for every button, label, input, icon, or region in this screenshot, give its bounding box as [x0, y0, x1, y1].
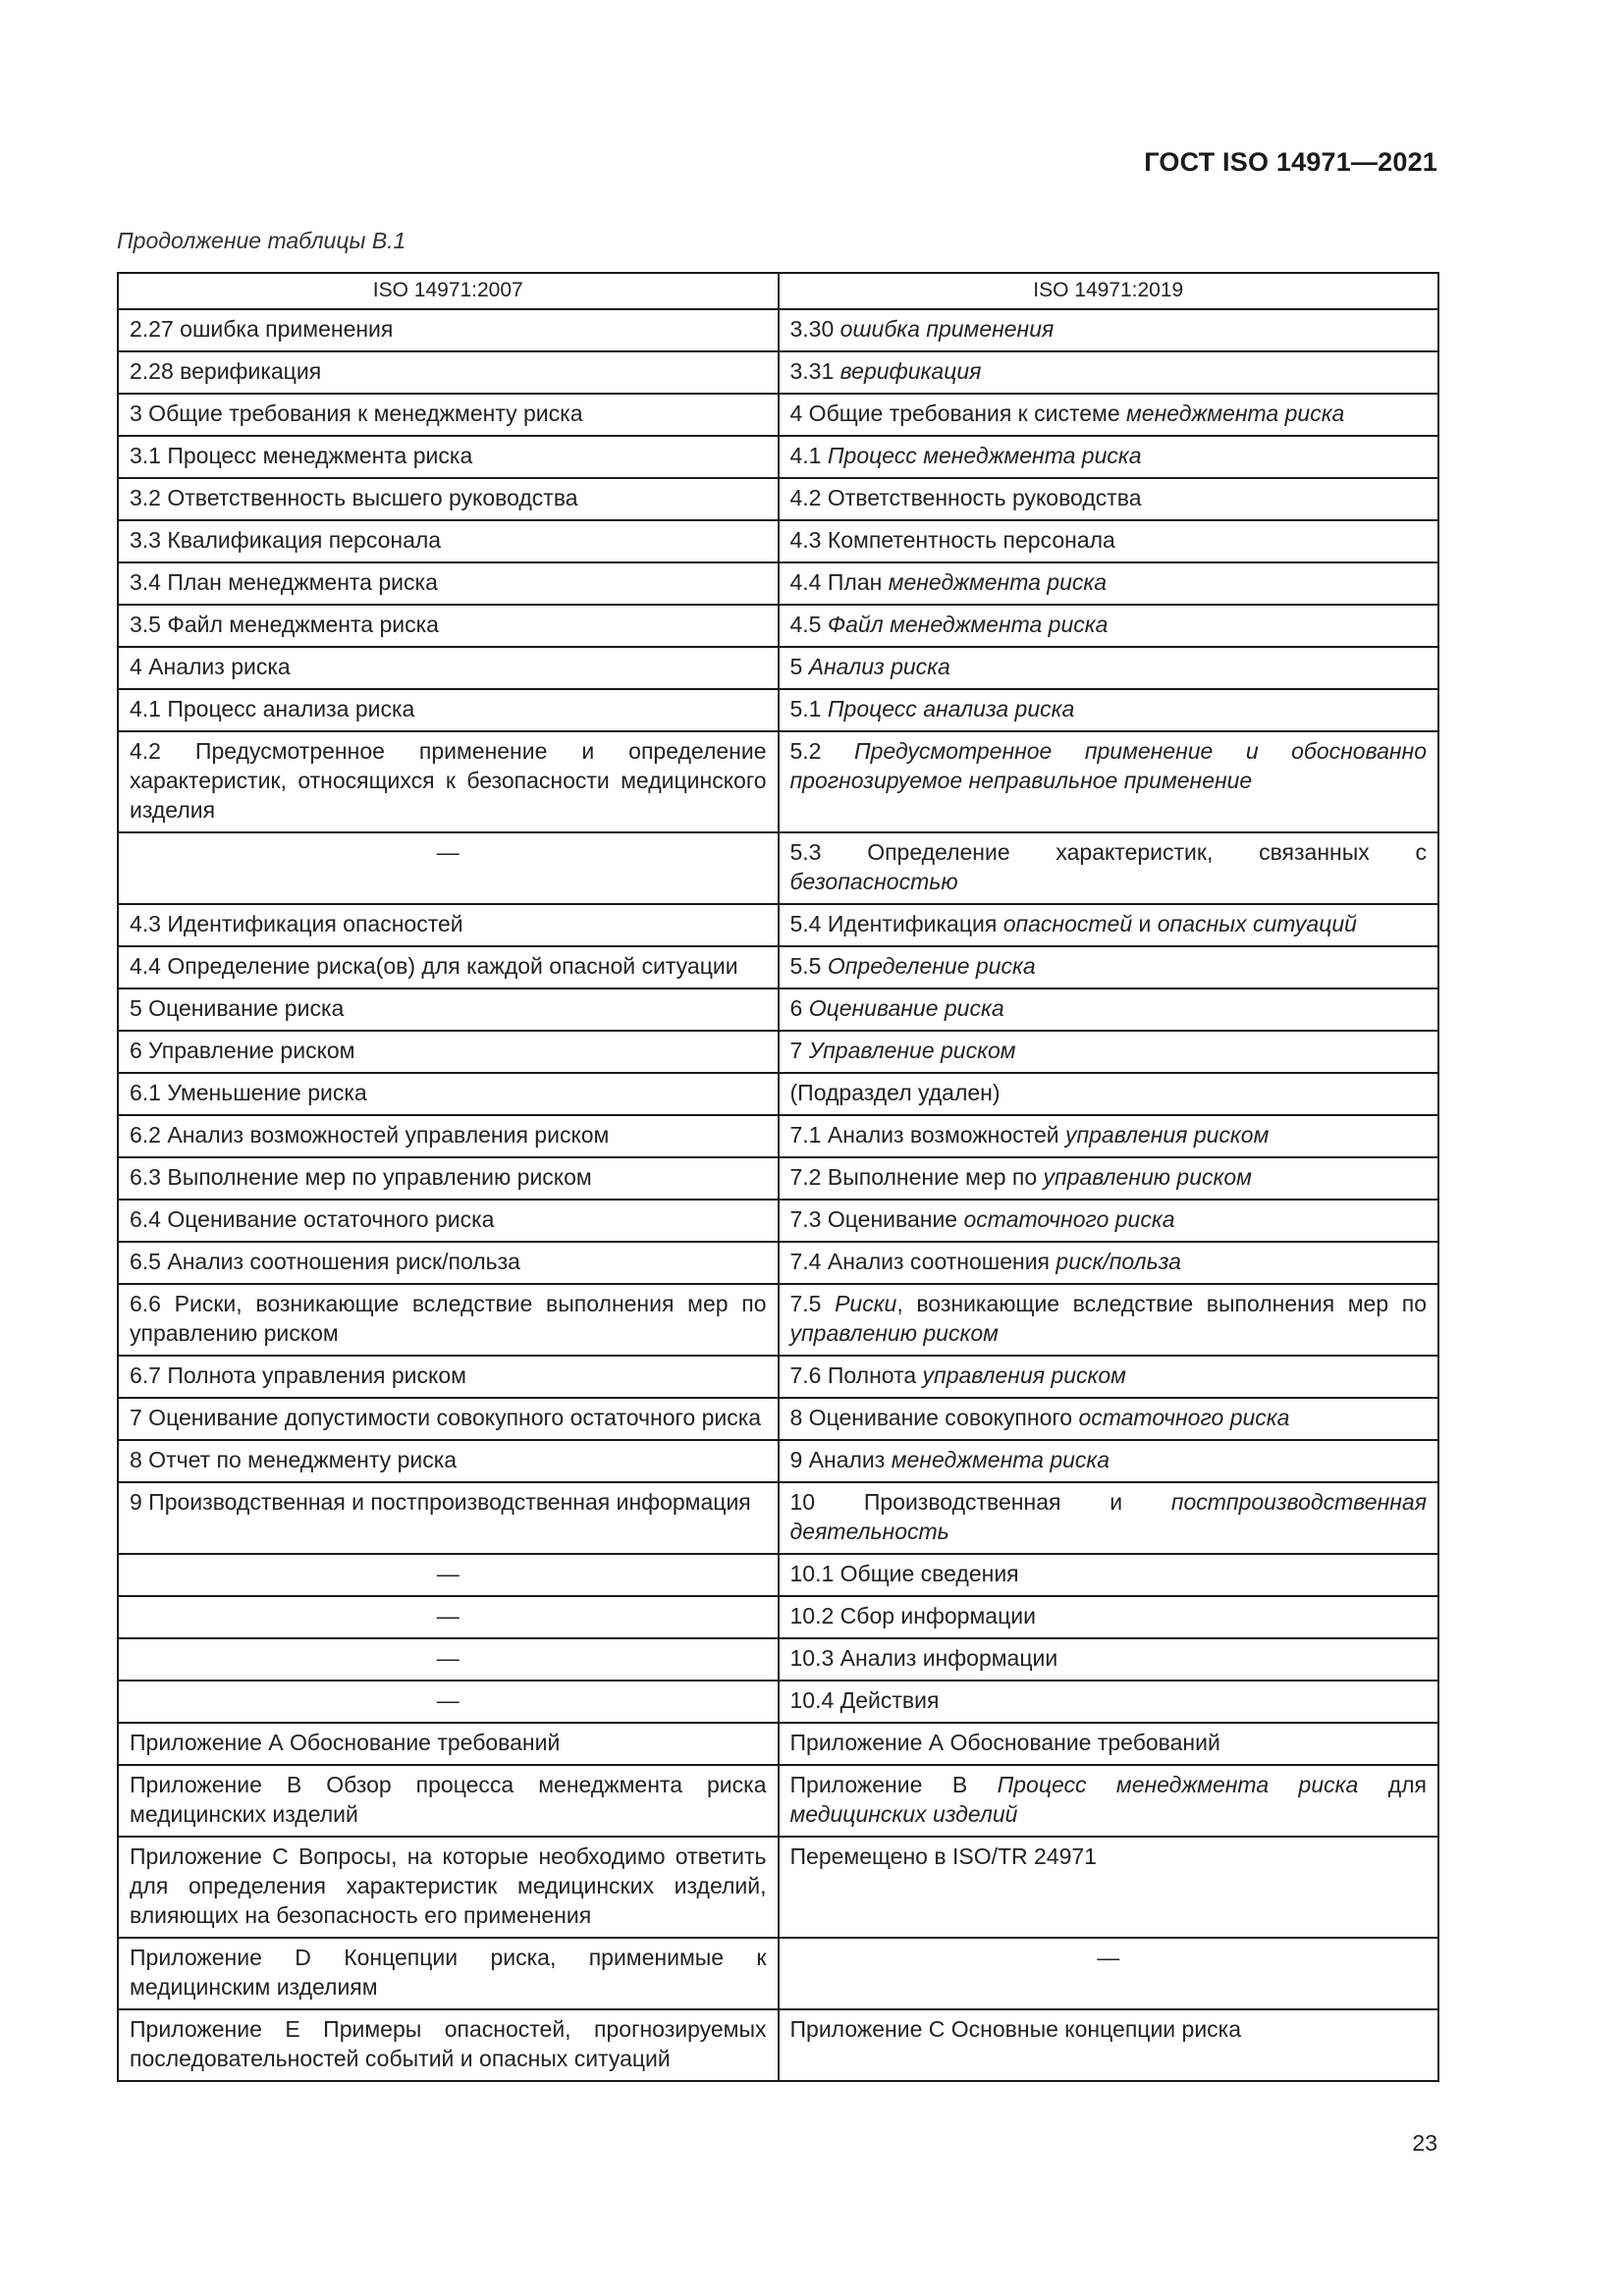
cell-iso-2019	[779, 1073, 1439, 1115]
cell-text: 5.1	[789, 696, 828, 721]
cell-text: 6.5 Анализ соотношения риск/польза	[130, 1249, 520, 1274]
cell-text: Приложение С Основные концепции риска	[789, 2016, 1242, 2042]
cell-text: 5.5	[789, 953, 828, 979]
cell-iso-2007	[118, 605, 779, 647]
cell-text: 10.2 Сбор информации	[789, 1603, 1036, 1629]
table-body	[118, 309, 1438, 2081]
cell-text: 8 Оценивание совокупного	[789, 1405, 1079, 1430]
cell-text: 7.1 Анализ возможностей	[789, 1122, 1065, 1148]
table-row	[118, 1157, 1438, 1200]
italic-term: Предусмотренное применение и обоснованно прогнозируемое неправильное применение	[789, 738, 1427, 793]
table-row	[118, 1482, 1438, 1554]
table-row	[118, 689, 1438, 731]
column-header-2007: ISO 14971:2007	[118, 273, 779, 309]
cell-iso-2019	[779, 1398, 1439, 1440]
italic-term: управления риском	[922, 1362, 1126, 1388]
table-row	[118, 988, 1438, 1031]
cell-text: 3 Общие требования к менеджменту риска	[130, 400, 583, 426]
cell-iso-2007	[118, 309, 779, 351]
cell-iso-2019	[779, 988, 1439, 1031]
cell-iso-2019	[779, 1681, 1439, 1723]
cell-iso-2019	[779, 1157, 1439, 1200]
cell-text: Приложение В	[789, 1772, 998, 1797]
cell-iso-2019	[779, 647, 1439, 689]
italic-term: управлению риском	[1043, 1164, 1252, 1190]
table-row	[118, 1031, 1438, 1073]
italic-term: Управление риском	[808, 1038, 1016, 1063]
cell-iso-2019	[779, 1938, 1439, 2009]
cell-iso-2007	[118, 1073, 779, 1115]
cell-text: 5	[789, 654, 809, 679]
cell-iso-2019	[779, 1765, 1439, 1837]
cell-text: 6.4 Оценивание остаточного риска	[130, 1206, 495, 1232]
table-row	[118, 1596, 1438, 1638]
cell-text: 3.4 План менеджмента риска	[130, 569, 438, 595]
cell-iso-2019	[779, 946, 1439, 988]
cell-text: для	[1358, 1772, 1427, 1797]
cell-text: 5 Оценивание риска	[130, 995, 345, 1021]
cell-text: 4.2 Ответственность руководства	[789, 485, 1142, 510]
cell-iso-2019	[779, 1596, 1439, 1638]
table-row	[118, 1200, 1438, 1242]
cell-iso-2007	[118, 1200, 779, 1242]
cell-text: 5.3 Определение характеристик, связанных с	[789, 839, 1427, 865]
cell-text: 4.2 Предусмотренное применение и определение характеристик, относящихся к безопасности медицинского изделия	[130, 738, 767, 823]
cell-iso-2019	[779, 309, 1439, 351]
italic-term: Оценивание риска	[808, 995, 1004, 1021]
cell-text: 5.4 Идентификация	[789, 911, 1003, 936]
cell-iso-2007	[118, 394, 779, 436]
cell-text: Приложение С Вопросы, на которые необходимо ответить для определения характеристик медицинских изделий, влияющих на безопасность его применения	[130, 1843, 767, 1928]
cell-text: 4.4 План	[789, 569, 889, 595]
cell-iso-2007	[118, 1031, 779, 1073]
comparison-table	[117, 272, 1439, 2082]
cell-text: —	[436, 1687, 460, 1713]
table-row	[118, 605, 1438, 647]
cell-iso-2007	[118, 1938, 779, 2009]
cell-text: 7	[789, 1038, 809, 1063]
cell-iso-2007	[118, 1596, 779, 1638]
cell-iso-2007	[118, 1157, 779, 1200]
italic-term: остаточного риска	[963, 1206, 1175, 1232]
table-header-row	[118, 273, 1438, 309]
cell-text: 6.7 Полнота управления риском	[130, 1362, 466, 1388]
column-header-2019: ISO 14971:2019	[779, 273, 1439, 309]
cell-text: Приложение Е Примеры опасностей, прогнозируемых последовательностей событий и опасных ситуаций	[130, 2016, 767, 2071]
cell-iso-2019	[779, 351, 1439, 394]
cell-text: 10.4 Действия	[789, 1687, 940, 1713]
cell-text: —	[436, 1645, 460, 1671]
cell-iso-2019	[779, 520, 1439, 562]
cell-iso-2019	[779, 1284, 1439, 1356]
cell-text: 6 Управление риском	[130, 1038, 355, 1063]
cell-text: 3.3 Квалификация персонала	[130, 527, 442, 553]
cell-text: 6	[789, 995, 809, 1021]
cell-text: 7.5	[789, 1291, 836, 1316]
italic-term: менеджмента риска	[891, 1447, 1110, 1472]
table-row	[118, 478, 1438, 520]
cell-text: 7.2 Выполнение мер по	[789, 1164, 1044, 1190]
cell-iso-2019	[779, 1554, 1439, 1596]
cell-iso-2007	[118, 689, 779, 731]
cell-iso-2007	[118, 1638, 779, 1681]
cell-text: 3.2 Ответственность высшего руководства	[130, 485, 578, 510]
table-row	[118, 647, 1438, 689]
cell-text: 10 Производственная и	[789, 1489, 1171, 1515]
italic-term: Риски	[835, 1291, 897, 1316]
table-row	[118, 1398, 1438, 1440]
table-row	[118, 1723, 1438, 1765]
cell-iso-2007	[118, 1681, 779, 1723]
italic-term: ошибка применения	[839, 316, 1055, 342]
cell-text: (Подраздел удален)	[789, 1080, 1001, 1105]
cell-iso-2019	[779, 1031, 1439, 1073]
cell-iso-2019	[779, 689, 1439, 731]
cell-text: 7 Оценивание допустимости совокупного остаточного риска	[130, 1405, 762, 1430]
cell-iso-2019	[779, 1356, 1439, 1398]
cell-text: —	[436, 1603, 460, 1629]
table-row	[118, 562, 1438, 605]
italic-term: верификация	[839, 358, 982, 384]
cell-iso-2019	[779, 394, 1439, 436]
cell-text: 10.3 Анализ информации	[789, 1645, 1058, 1671]
italic-term: опасностей	[1002, 911, 1133, 936]
cell-text: 4.4 Определение риска(ов) для каждой опасной ситуации	[130, 953, 738, 979]
cell-iso-2019	[779, 1837, 1439, 1938]
cell-iso-2007	[118, 647, 779, 689]
cell-iso-2007	[118, 2009, 779, 2081]
cell-iso-2007	[118, 1398, 779, 1440]
cell-text: 6.6 Риски, возникающие вследствие выполнения мер по управлению риском	[130, 1291, 767, 1346]
table-row	[118, 1284, 1438, 1356]
table-row	[118, 2009, 1438, 2081]
cell-iso-2007	[118, 1482, 779, 1554]
table-row	[118, 1681, 1438, 1723]
cell-iso-2007	[118, 731, 779, 832]
italic-term: Файл менеджмента риска	[827, 612, 1109, 637]
cell-text: 2.28 верификация	[130, 358, 322, 384]
cell-text: 10.1 Общие сведения	[789, 1561, 1019, 1586]
cell-text: 4 Анализ риска	[130, 654, 291, 679]
cell-text: 4.5	[789, 612, 828, 637]
cell-text: 3.1 Процесс менеджмента риска	[130, 443, 473, 468]
cell-text: 6.1 Уменьшение риска	[130, 1080, 367, 1105]
cell-text: 7.3 Оценивание	[789, 1206, 964, 1232]
cell-iso-2019	[779, 1638, 1439, 1681]
cell-iso-2019	[779, 904, 1439, 946]
table-row	[118, 1837, 1438, 1938]
table-row	[118, 520, 1438, 562]
cell-iso-2007	[118, 1242, 779, 1284]
table-row	[118, 309, 1438, 351]
table-row	[118, 946, 1438, 988]
cell-iso-2019	[779, 2009, 1439, 2081]
cell-iso-2007	[118, 904, 779, 946]
document-code: ГОСТ ISO 14971—2021	[1144, 147, 1437, 177]
table-row	[118, 731, 1438, 832]
cell-iso-2019	[779, 562, 1439, 605]
cell-iso-2019	[779, 478, 1439, 520]
italic-term: управлению риском	[789, 1320, 999, 1346]
cell-text: 9 Производственная и постпроизводственная информация	[130, 1489, 751, 1515]
cell-iso-2007	[118, 1723, 779, 1765]
italic-term: постпроизводственная деятельность	[789, 1489, 1427, 1544]
cell-iso-2007	[118, 1440, 779, 1482]
italic-term: Анализ риска	[808, 654, 950, 679]
cell-text: 5.2	[789, 738, 854, 764]
cell-iso-2007	[118, 1284, 779, 1356]
cell-text: 8 Отчет по менеджменту риска	[130, 1447, 458, 1472]
cell-iso-2007	[118, 478, 779, 520]
cell-text: 4.1 Процесс анализа риска	[130, 696, 415, 721]
table-row	[118, 1242, 1438, 1284]
table-row	[118, 1554, 1438, 1596]
italic-term: риск/польза	[1056, 1249, 1181, 1274]
cell-iso-2019	[779, 1200, 1439, 1242]
cell-text: —	[436, 839, 460, 865]
cell-iso-2007	[118, 1837, 779, 1938]
cell-iso-2007	[118, 1356, 779, 1398]
table-row	[118, 394, 1438, 436]
italic-term: управления риском	[1064, 1122, 1270, 1148]
cell-text: Приложение В Обзор процесса менеджмента риска медицинских изделий	[130, 1772, 767, 1827]
cell-text: 3.5 Файл менеджмента риска	[130, 612, 439, 637]
cell-iso-2007	[118, 832, 779, 904]
cell-text: 4 Общие требования к системе	[789, 400, 1127, 426]
table-row	[118, 832, 1438, 904]
cell-iso-2019	[779, 1723, 1439, 1765]
cell-text: Перемещено в ISO/TR 24971	[789, 1843, 1097, 1869]
cell-text: , возникающие вследствие выполнения мер по	[896, 1291, 1427, 1316]
table-row	[118, 1638, 1438, 1681]
page-number: 23	[1412, 2130, 1437, 2156]
table-row	[118, 1765, 1438, 1837]
cell-iso-2019	[779, 1482, 1439, 1554]
cell-text: 4.3 Компетентность персонала	[789, 527, 1115, 553]
italic-term: Процесс анализа риска	[827, 696, 1075, 721]
table-row	[118, 1440, 1438, 1482]
table-row	[118, 904, 1438, 946]
cell-text: и	[1132, 911, 1158, 936]
italic-term: безопасностью	[789, 869, 958, 894]
cell-text: 3.31	[789, 358, 840, 384]
cell-iso-2019	[779, 731, 1439, 832]
cell-iso-2007	[118, 1765, 779, 1837]
table-row	[118, 1073, 1438, 1115]
cell-iso-2019	[779, 436, 1439, 478]
cell-text: 4.1	[789, 443, 828, 468]
cell-iso-2019	[779, 832, 1439, 904]
cell-text: 4.3 Идентификация опасностей	[130, 911, 463, 936]
cell-iso-2007	[118, 436, 779, 478]
cell-text: 3.30	[789, 316, 840, 342]
cell-text: 7.4 Анализ соотношения	[789, 1249, 1056, 1274]
cell-iso-2007	[118, 520, 779, 562]
table-row	[118, 1356, 1438, 1398]
table-row	[118, 436, 1438, 478]
cell-text: —	[1097, 1945, 1120, 1970]
table-row	[118, 1115, 1438, 1157]
italic-term: остаточного риска	[1078, 1405, 1290, 1430]
cell-text: 6.2 Анализ возможностей управления риском	[130, 1122, 610, 1148]
cell-iso-2007	[118, 1554, 779, 1596]
cell-iso-2007	[118, 946, 779, 988]
cell-iso-2019	[779, 605, 1439, 647]
cell-text: 7.6 Полнота	[789, 1362, 923, 1388]
table-caption: Продолжение таблицы В.1	[117, 228, 406, 253]
table-row	[118, 351, 1438, 394]
cell-iso-2019	[779, 1440, 1439, 1482]
italic-term: менеджмента риска	[1126, 400, 1345, 426]
cell-text: —	[436, 1561, 460, 1586]
italic-term: Процесс менеджмента риска	[827, 443, 1142, 468]
cell-text: Приложение D Концепции риска, применимые к медицинским изделиям	[130, 1945, 767, 2000]
cell-iso-2007	[118, 562, 779, 605]
italic-term: медицинских изделий	[789, 1801, 1018, 1827]
cell-text: Приложение А Обоснование требований	[130, 1730, 561, 1755]
italic-term: Процесс менеджмента риска	[997, 1772, 1359, 1797]
cell-text: 6.3 Выполнение мер по управлению риском	[130, 1164, 592, 1190]
cell-text: Приложение А Обоснование требований	[789, 1730, 1220, 1755]
table-row	[118, 1938, 1438, 2009]
cell-iso-2007	[118, 351, 779, 394]
cell-iso-2019	[779, 1115, 1439, 1157]
italic-term: опасных ситуаций	[1157, 911, 1357, 936]
cell-iso-2019	[779, 1242, 1439, 1284]
cell-text: 9 Анализ	[789, 1447, 892, 1472]
cell-iso-2007	[118, 1115, 779, 1157]
italic-term: менеджмента риска	[888, 569, 1108, 595]
italic-term: Определение риска	[827, 953, 1036, 979]
cell-iso-2007	[118, 988, 779, 1031]
cell-text: 2.27 ошибка применения	[130, 316, 394, 342]
